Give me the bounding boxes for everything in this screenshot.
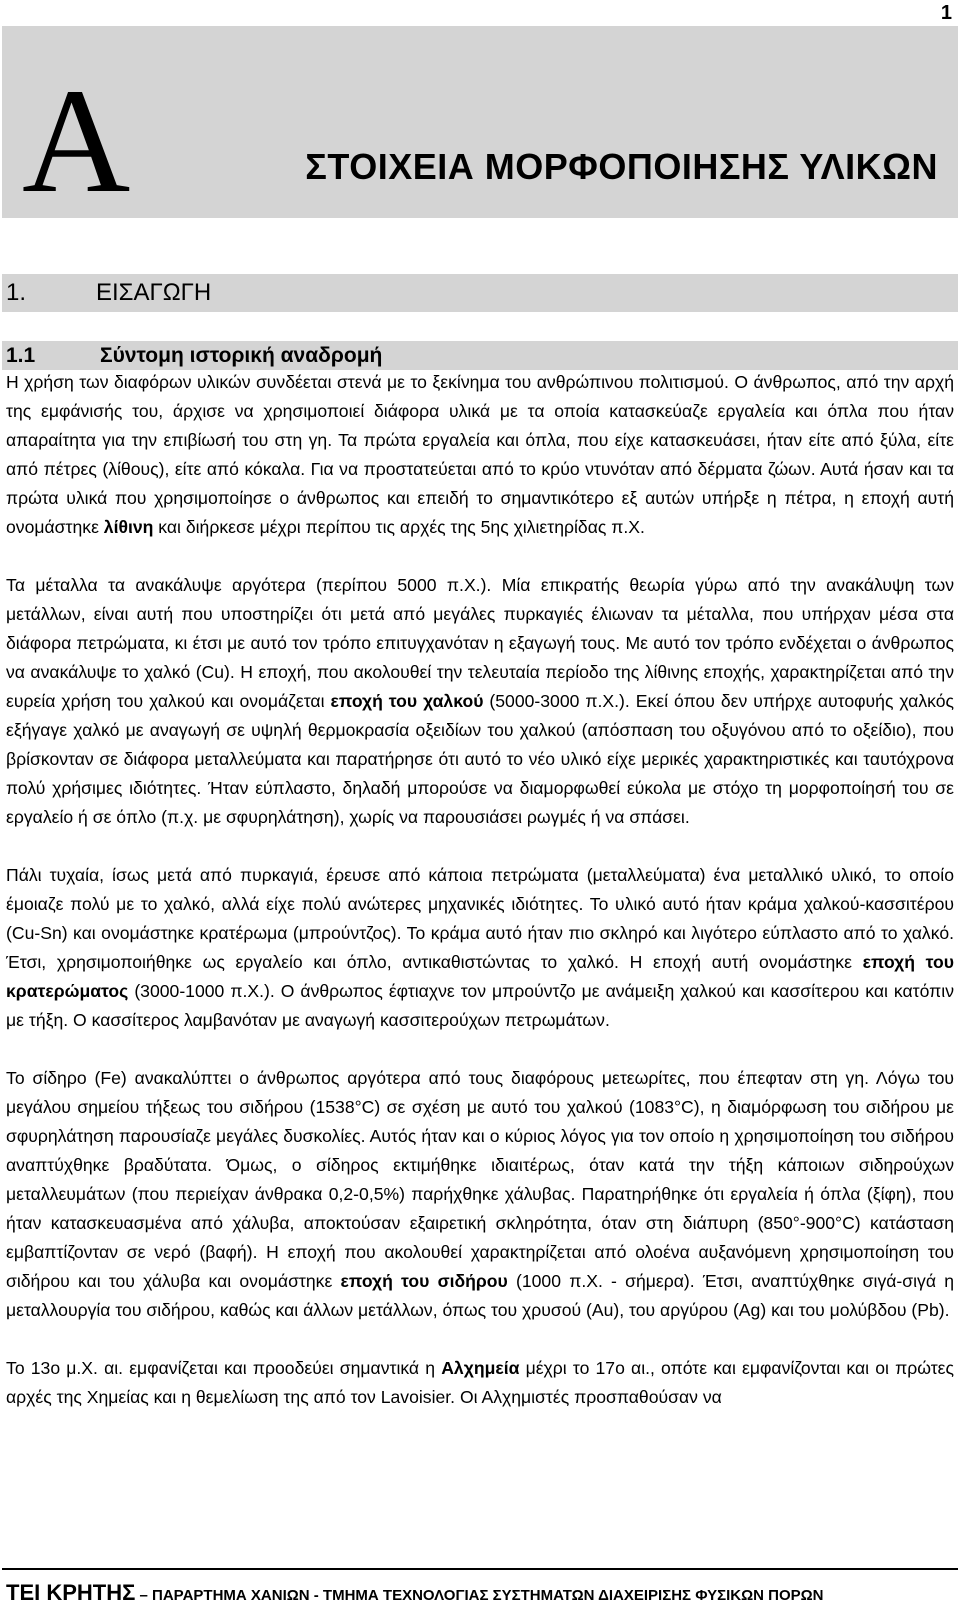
bold-term: Αλχημεία: [441, 1358, 520, 1378]
footer-separator: –: [135, 1587, 153, 1604]
subsection-number: 1.1: [6, 343, 36, 367]
section-label: ΕΙΣΑΓΩΓΗ: [96, 279, 212, 306]
subsection-label: Σύντομη ιστορική αναδρομή: [100, 343, 383, 367]
footer-rule: [2, 1568, 958, 1570]
chapter-title: ΣΤΟΙΧΕΙΑ ΜΟΡΦΟΠΟΙΗΣΗΣ ΥΛΙΚΩΝ: [305, 146, 938, 187]
paragraph: Πάλι τυχαία, ίσως μετά από πυρκαγιά, έρευσε από κάποια πετρώματα (μεταλλεύματα) ένα μεταλλικό υλικό, το οποίο έμοιαζε πολύ με το χαλκό, αλλά είχε πολύ ανώτερες μηχανικές ιδιότητες. Το υλικό αυτό ήταν κράμα χαλκού-κασσιτέρου (Cu-Sn) και ονομάστηκε κρατέρωμα (μπρούντζος). Το κράμα αυτό ήταν πιο σκληρό και λιγότερο εύπλαστο από το χαλκό. Έτσι, χρησιμοποιήθηκε ως εργαλείο και όπλο, αντικαθιστώντας το χαλκό. Η εποχή αυτή ονομάστηκε εποχή του κρατερώματος (3000-1000 π.Χ.). Ο άνθρωπος έφτιαχνε τον μπρούντζο με ανάμειξη χαλκού και κασσίτερου και κατόπιν με τήξη. Ο κασσίτερος λαμβανόταν με αναγωγή κασσιτερούχων πετρωμάτων.: [6, 865, 954, 1030]
bold-term: εποχή του χαλκού: [330, 691, 484, 711]
bold-term: λίθινη: [103, 517, 154, 537]
bold-term: εποχή του κρατερώματος: [6, 952, 954, 1001]
paragraph: Τα μέταλλα τα ανακάλυψε αργότερα (περίπου 5000 π.Χ.). Μία επικρατής θεωρία γύρω από την ανακάλυψη των μετάλλων, είναι αυτή που υποστηρίζει ότι μετά από μεγάλες πυρκαγιές έλιωναν τα μέταλλα, που υπήρχαν μέσα στα διάφορα πετρώματα, κι έτσι με αυτό τον τρόπο επιτυγχανόταν η εξαγωγή τους. Με αυτό τον τρόπο ενδέχεται ο άνθρωπος να ανακάλυψε το χαλκό (Cu). Η εποχή, που ακολουθεί την τελευταία περίοδο της λίθινης εποχής, χαρακτηρίζεται από την ευρεία χρήση του χαλκού και ονομάζεται εποχή του χαλκού (5000-3000 π.Χ.). Εκεί όπου δεν υπήρχε αυτοφυής χαλκός εξήγαγε χαλκό με αναγωγή σε υψηλή θερμοκρασία οξειδίων του χαλκού (απόσπαση του οξυγόνου από το οξείδιο), που βρίσκονταν σε διάφορα μεταλλεύματα και παρατήρησε ότι αυτό το νέο υλικό είχε μερικές χαρακτηριστικές και ταυτόχρονα πολύ χρήσιμες ιδιότητες. Ήταν εύπλαστο, δηλαδή μπορούσε να διαμορφωθεί εύκολα με στόχο τη μορφοποίησή του σε εργαλείο ή σε όπλο (π.χ. με σφυρηλάτηση), χωρίς να παρουσιάσει ρωγμές ή να σπάσει.: [6, 575, 954, 827]
footer-org: ΤΕΙ ΚΡΗΤΗΣ: [6, 1580, 136, 1605]
paragraph: Η χρήση των διαφόρων υλικών συνδέεται στενά με το ξεκίνημα του ανθρώπινου πολιτισμού. Ο άνθρωπος, από την αρχή της εμφάνισής του, άρχισε να χρησιμοποιεί διάφορα υλικά με τα οποία κατασκεύαζε εργαλεία και όπλα που ήταν απαραίτητα για την επιβίωσή του στη γη. Τα πρώτα εργαλεία και όπλα, που είχε κατασκευάσει, ήταν είτε από ξύλα, είτε από πέτρες (λίθους), είτε από κόκαλα. Για να προστατεύεται από το κρύο ντυνόταν από δέρματα ζώων. Αυτά ήσαν και τα πρώτα υλικά που χρησιμοποίησε ο άνθρωπος και επειδή το σημαντικότερο εξ αυτών υπήρξε η πέτρα, η εποχή αυτή ονομάστηκε λίθινη και διήρκεσε μέχρι περίπου τις αρχές της 5ης χιλιετηρίδας π.Χ.: [6, 372, 954, 537]
bold-term: εποχή του σιδήρου: [340, 1271, 508, 1291]
paragraph: Το 13ο μ.Χ. αι. εμφανίζεται και προοδεύει σημαντικά η Αλχημεία μέχρι το 17ο αι., οπότε και εμφανίζονται και οι πρώτες αρχές της Χημείας και η θεμελίωση της από τον Lavoisier. Οι Αλχημιστές προσπαθούσαν να: [6, 1358, 954, 1407]
subsection-heading: [2, 341, 958, 370]
page-number: 1: [940, 2, 952, 24]
section-number: 1.: [6, 279, 27, 306]
chapter-letter: A: [22, 58, 131, 224]
page-footer: [6, 1580, 824, 1606]
chapter-banner: [2, 26, 958, 224]
footer-department: ΠΑΡΑΡΤΗΜΑ ΧΑΝΙΩΝ - ΤΜΗΜΑ ΤΕΧΝΟΛΟΓΙΑΣ ΣΥΣΤΗΜΑΤΩΝ ΔΙΑΧΕΙΡΙΣΗΣ ΦΥΣΙΚΩΝ ΠΟΡΩΝ: [152, 1587, 824, 1604]
body-text: [6, 368, 954, 1412]
paragraph: Το σίδηρο (Fe) ανακαλύπτει ο άνθρωπος αργότερα από τους διαφόρους μετεωρίτες, που έπεφταν στη γη. Λόγω του μεγάλου σημείου τήξεως του σιδήρου (1538°C) σε σχέση με αυτό του χαλκού (1083°C), η διαμόρφωση του σιδήρου με σφυρηλάτηση παρουσίαζε μεγάλες δυσκολίες. Αυτός ήταν και ο κύριος λόγος για τον οποίο η χρησιμοποίηση του σιδήρου αναπτύχθηκε βραδύτατα. Όμως, ο σίδηρος εκτιμήθηκε ιδιαιτέρως, όταν κατά την τήξη κάποιων σιδηρούχων μεταλλευμάτων (που περιείχαν άνθρακα 0,2-0,5%) παρήχθηκε χάλυβας. Παρατηρήθηκε ότι εργαλεία ή όπλα (ξίφη), που ήταν κατασκευασμένα από χάλυβα, αποκτούσαν εξαιρετική σκληρότητα, όταν στη διάπυρη (850°-900°C) κατάσταση εμβαπτίζονταν σε νερό (βαφή). Η εποχή που ακολουθεί χαρακτηρίζεται από ολοένα αυξανόμενη χρησιμοποίηση του σιδήρου και του χάλυβα και ονομάστηκε εποχή του σιδήρου (1000 π.Χ. - σήμερα). Έτσι, αναπτύχθηκε σιγά-σιγά η μεταλλουργία του σιδήρου, καθώς και άλλων μετάλλων, όπως του χρυσού (Au), του αργύρου (Ag) και του μολύβδου (Pb).: [6, 1068, 954, 1320]
section-heading: [2, 274, 958, 312]
